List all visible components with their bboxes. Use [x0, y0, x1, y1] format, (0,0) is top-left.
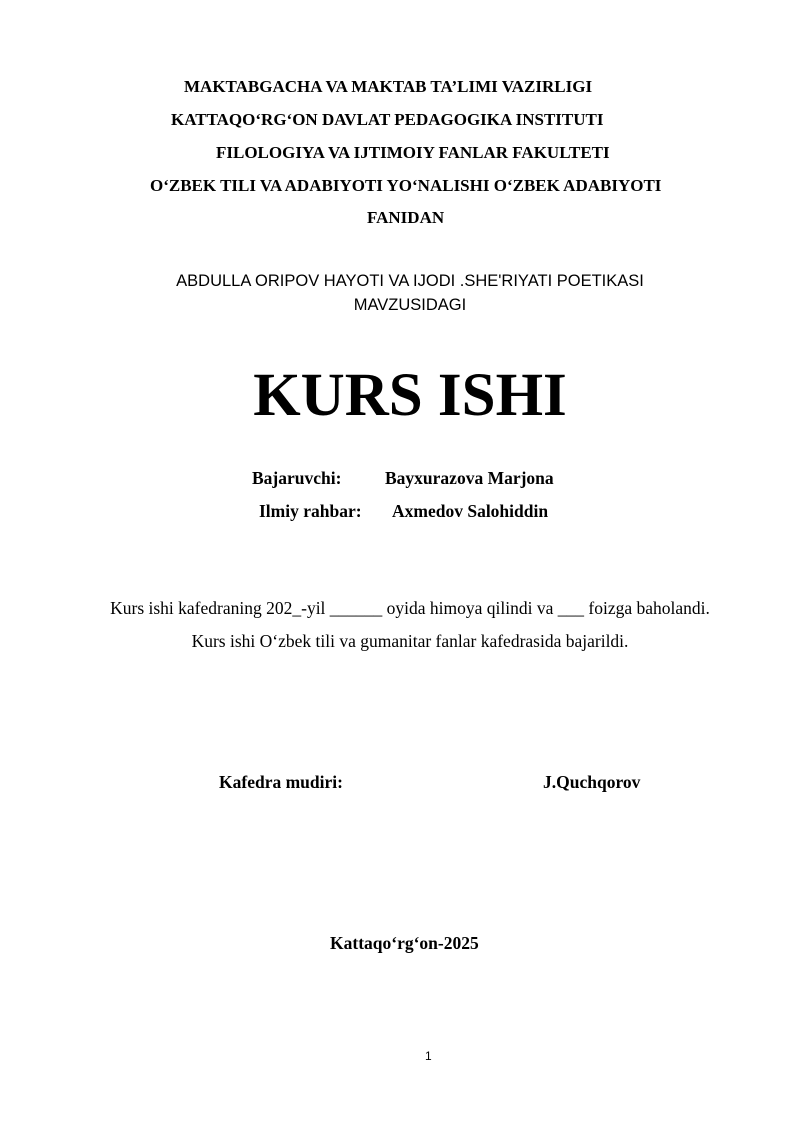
supervisor-name: Axmedov Salohiddin: [392, 501, 549, 521]
executor-label: Bajaruvchi:: [252, 468, 342, 488]
head-of-department-name: J.Quchqorov: [543, 772, 641, 792]
department-statement: Kurs ishi O‘zbek tili va gumanitar fanlar kafedrasida bajarildi.: [191, 631, 629, 651]
place-year: Kattaqo‘rg‘on-2025: [330, 933, 479, 953]
topic-line-1: ABDULLA ORIPOV HAYOTI VA IJODI .SHE'RIYATI POETIKASI: [176, 272, 644, 290]
institute-title: KATTAQO‘RG‘ON DAVLAT PEDAGOGIKA INSTITUTI: [171, 110, 604, 129]
ministry-title: MAKTABGACHA VA MAKTAB TA’LIMI VAZIRLIGI: [184, 77, 593, 96]
document-type-title: KURS ISHI: [253, 362, 567, 429]
defense-statement: Kurs ishi kafedraning 202_-yil ______ oyida himoya qilindi va ___ foizga baholandi.: [110, 598, 710, 618]
faculty-title: FILOLOGIYA VA IJTIMOIY FANLAR FAKULTETI: [216, 143, 610, 162]
head-of-department-label: Kafedra mudiri:: [219, 772, 343, 792]
department-title: O‘ZBEK TILI VA ADABIYOTI YO‘NALISHI O‘ZBEK ADABIYOTI: [150, 176, 662, 195]
executor-name: Bayxurazova Marjona: [385, 468, 554, 488]
topic-line-2: MAVZUSIDAGI: [353, 296, 467, 314]
page-number: 1: [425, 1049, 432, 1063]
subject-title: FANIDAN: [367, 208, 445, 227]
supervisor-label: Ilmiy rahbar:: [259, 501, 362, 521]
